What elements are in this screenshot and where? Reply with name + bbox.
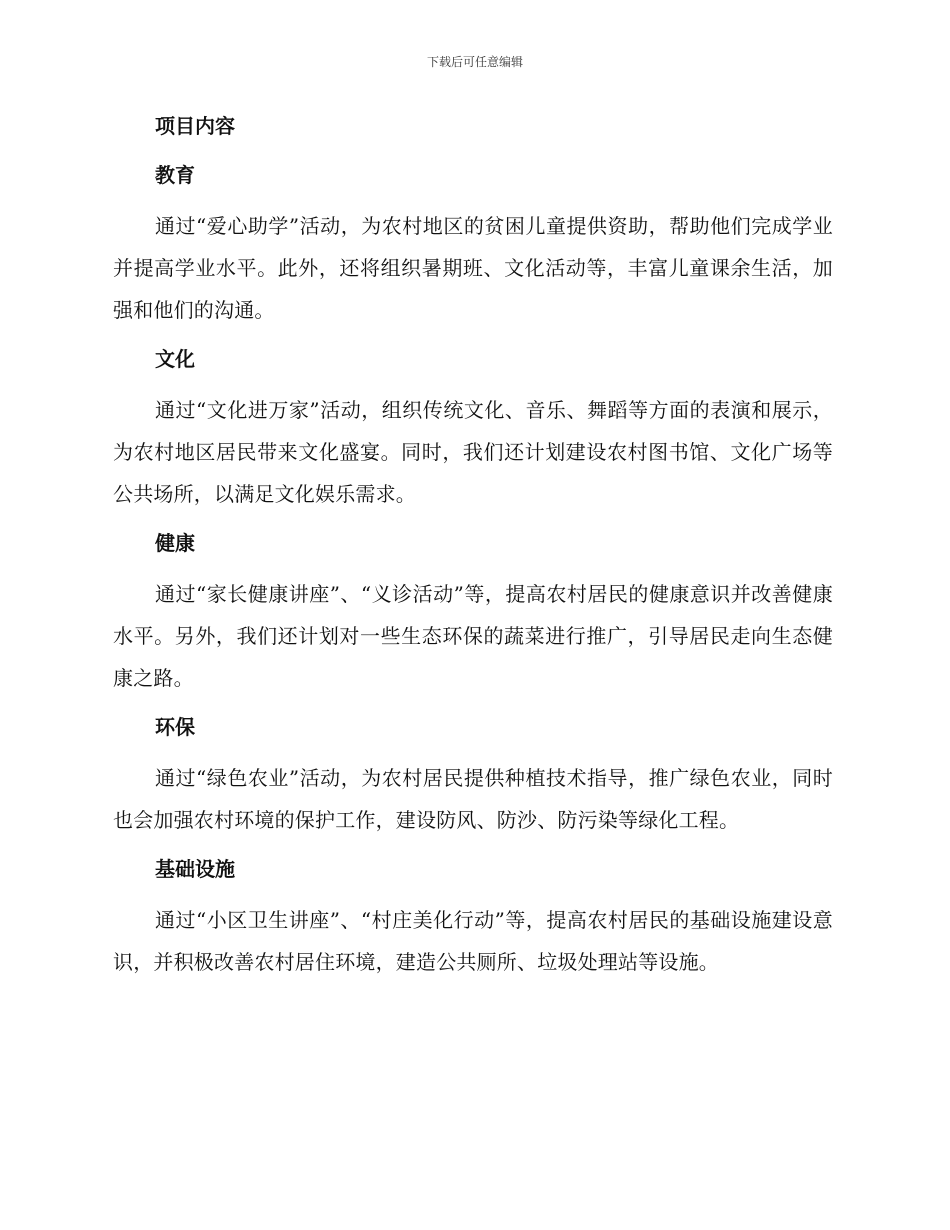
section-paragraph-infrastructure: 通过“小区卫生讲座”、“村庄美化行动”等，提高农村居民的基础设施建设意识，并积极改善农村居住环境，建造公共厕所、垃圾处理站等设施。: [113, 908, 833, 974]
section-paragraph-culture: 通过“文化进万家”活动，组织传统文化、音乐、舞蹈等方面的表演和展示，为农村地区居民带来文化盛宴。同时，我们还计划建设农村图书馆、文化广场等公共场所，以满足文化娱乐需求。: [113, 398, 833, 506]
section-heading-culture: 文化: [155, 347, 195, 371]
section-paragraph-education: 通过“爱心助学”活动，为农村地区的贫困儿童提供资助，帮助他们完成学业并提高学业水平。此外，还将组织暑期班、文化活动等，丰富儿童课余生活，加强和他们的沟通。: [113, 214, 833, 322]
document-title: 项目内容: [155, 114, 235, 138]
section-heading-education: 教育: [155, 163, 195, 187]
document-body: [113, 107, 833, 992]
page-header: 下载后可任意编辑: [426, 55, 523, 69]
section-paragraph-health: 通过“家长健康讲座”、“义诊活动”等，提高农村居民的健康意识并改善健康水平。另外，我们还计划对一些生态环保的蔬菜进行推广，引导居民走向生态健康之路。: [113, 582, 833, 690]
section-heading-infrastructure: 基础设施: [155, 857, 235, 881]
section-paragraph-environment: 通过“绿色农业”活动，为农村居民提供种植技术指导，推广绿色农业，同时也会加强农村环境的保护工作，建设防风、防沙、防污染等绿化工程。: [113, 766, 833, 832]
section-heading-environment: 环保: [155, 715, 195, 739]
section-heading-health: 健康: [155, 531, 195, 555]
